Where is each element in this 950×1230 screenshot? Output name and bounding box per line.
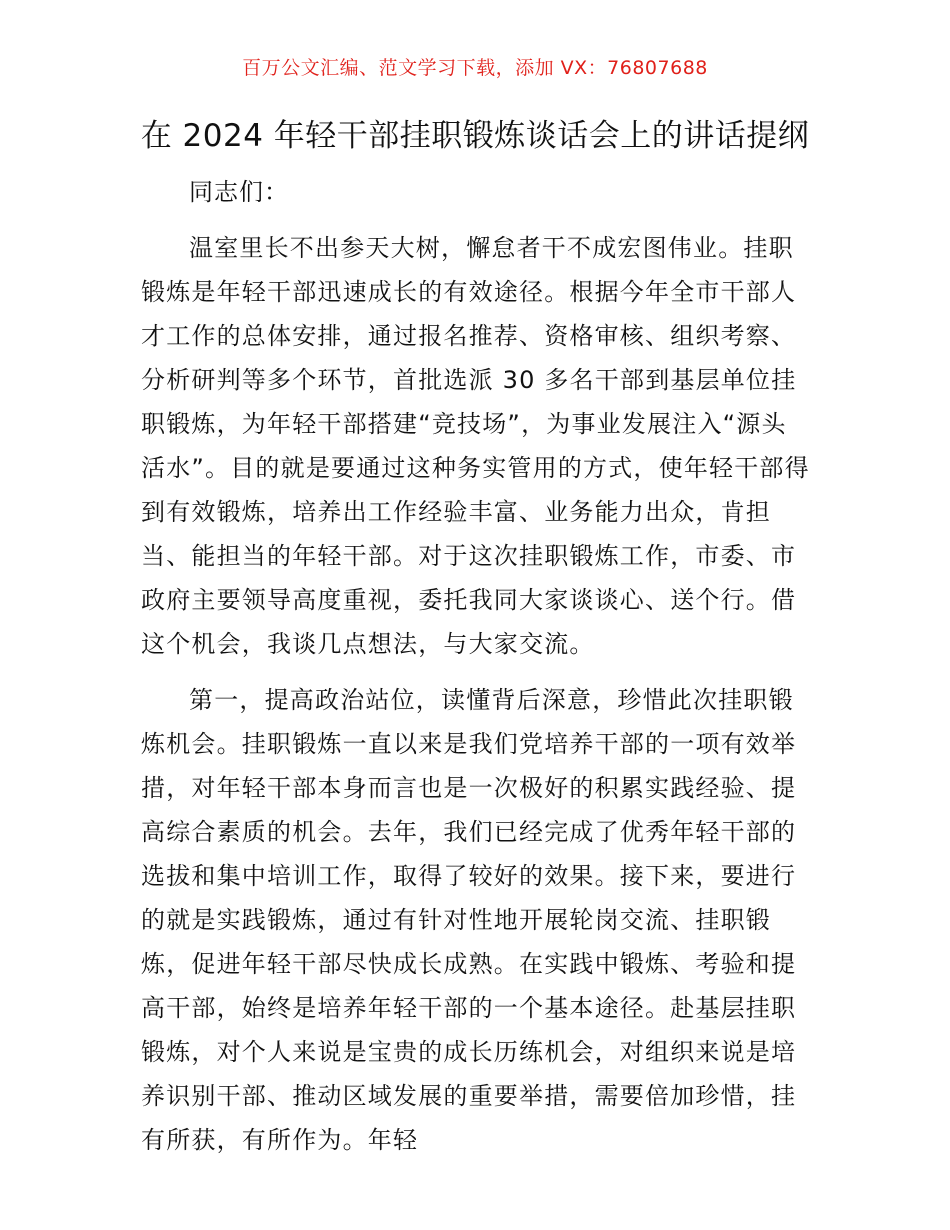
paragraph-first-point: 第一，提高政治站位，读懂背后深意，珍惜此次挂职锻炼机会。挂职锻炼一直以来是我们党培养干部的一项有效举措，对年轻干部本身而言也是一次极好的积累实践经验、提高综合素质的机会。去年，我们已经完成了优秀年轻干部的选拔和集中培训工作，取得了较好的效果。接下来，要进行的就是实践锻炼，通过有针对性地开展轮岗交流、挂职锻炼，促进年轻干部尽快成长成熟。在实践中锻炼、考验和提高干部，始终是培养年轻干部的一个基本途径。赴基层挂职锻炼，对个人来说是宝贵的成长历练机会，对组织来说是培养识别干部、推动区域发展的重要举措，需要倍加珍惜，挂有所获，有所作为。年轻 <box>141 686 797 1154</box>
document-title: 在 2024 年轻干部挂职锻炼谈话会上的讲话提纲 <box>140 118 810 154</box>
salutation: 同志们： <box>189 178 289 206</box>
paragraph-intro: 温室里长不出参天大树，懈怠者干不成宏图伟业。挂职锻炼是年轻干部迅速成长的有效途径。根据今年全市干部人才工作的总体安排，通过报名推荐、资格审核、组织考察、分析研判等多个环节，首批选派 30 多名干部到基层单位挂职锻炼，为年轻干部搭建“竞技场”，为事业发展注入“源头活水”。目的就是要通过这种务实管用的方式，使年轻干部得到有效锻炼，培养出工作经验丰富、业务能力出众，肯担当、能担当的年轻干部。对于这次挂职锻炼工作，市委、市政府主要领导高度重视，委托我同大家谈谈心、送个行。借这个机会，我谈几点想法，与大家交流。 <box>141 234 810 658</box>
document-body <box>141 170 811 1162</box>
header-note: 百万公文汇编、范文学习下载，添加 VX：76807688 <box>242 57 708 79</box>
